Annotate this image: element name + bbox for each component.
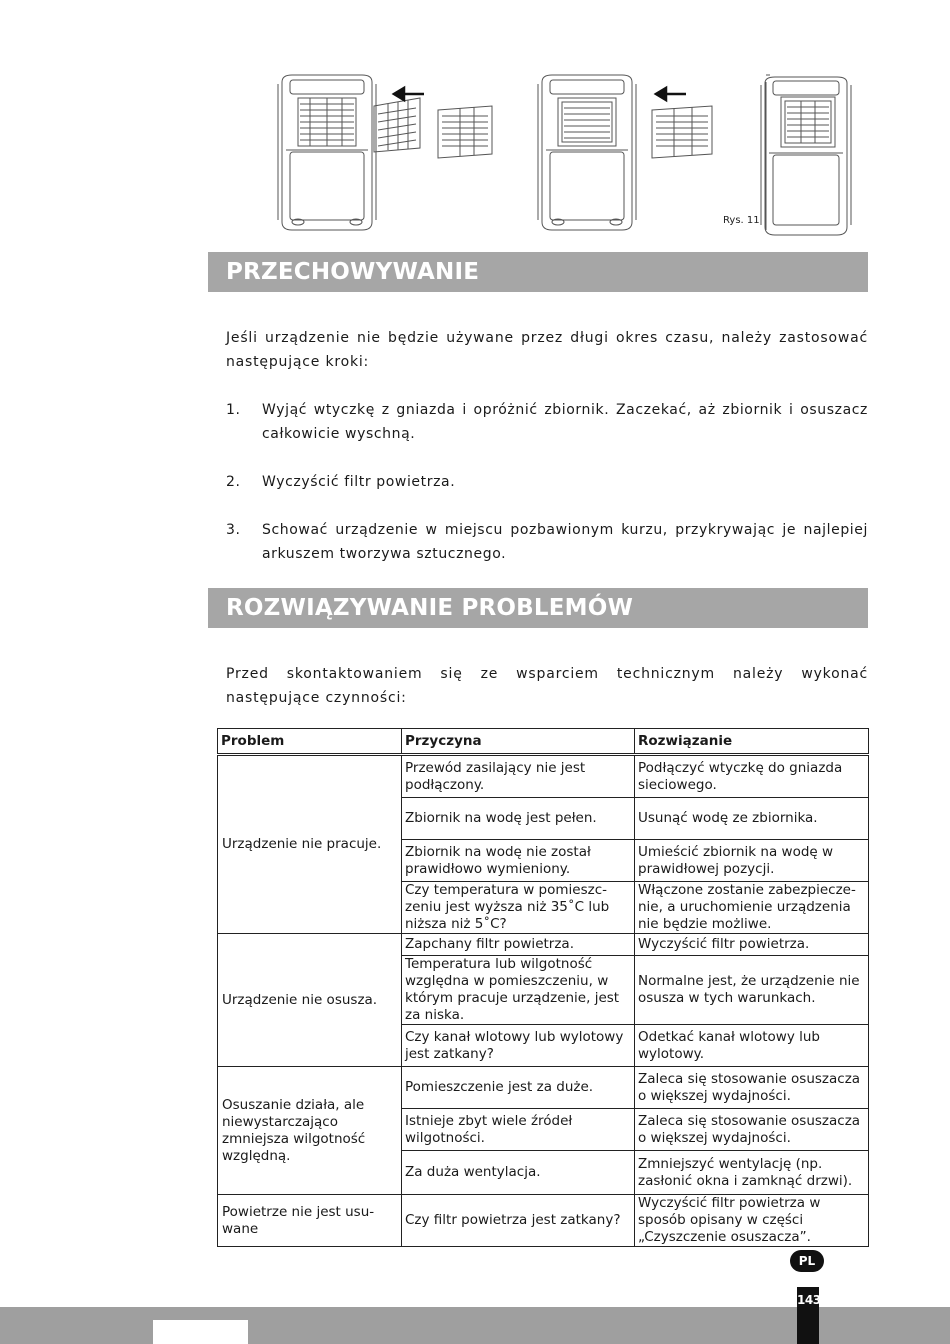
list-item <box>226 518 868 566</box>
footer-white-block <box>153 1320 248 1344</box>
filter-panel-1-drawing <box>438 106 492 158</box>
column-header-cause: Przyczyna <box>402 729 635 755</box>
list-item-text: Wyjąć wtyczkę z gniazda i opróżnić zbiornik. Zaczekać, aż zbiornik i osuszacz całkowicie wyschną. <box>262 402 868 442</box>
solution-cell: Wyczyścić filtr powietrza. <box>635 934 869 956</box>
cause-cell: Temperatura lub wilgotność względna w pomieszczeniu, w którym pracuje urządzenie, jest za niska. <box>402 956 635 1025</box>
solution-cell: Zmniejszyć wentylację (np. zasłonić okna i zamknąć drzwi). <box>635 1151 869 1195</box>
list-item <box>226 470 868 494</box>
storage-intro: Jeśli urządzenie nie będzie używane przez długi okres czasu, należy zastosować następujące kroki: <box>226 330 868 370</box>
list-item-number: 1. <box>226 402 241 418</box>
problem-cell: Urządzenie nie pracuje. <box>218 755 402 934</box>
table-row <box>218 934 869 956</box>
cause-cell: Zbiornik na wodę jest pełen. <box>402 798 635 840</box>
dehumidifier-unit-1-drawing <box>278 75 376 230</box>
solution-cell: Umieścić zbiornik na wodę w prawidłowej pozycji. <box>635 840 869 882</box>
cause-cell: Czy filtr powietrza jest zatkany? <box>402 1195 635 1247</box>
column-header-problem: Problem <box>218 729 402 755</box>
solution-cell: Wyczyścić filtr powietrza w sposób opisany w części „Czyszczenie osuszacza”. <box>635 1195 869 1247</box>
problem-cell: Powietrze nie jest usu-wane <box>218 1195 402 1247</box>
solution-cell: Usunąć wodę ze zbiornika. <box>635 798 869 840</box>
cause-cell: Czy temperatura w pomieszc-zeniu jest wyższa niż 35˚C lub niższa niż 5˚C? <box>402 882 635 934</box>
cause-cell: Istnieje zbyt wiele źródeł wilgotności. <box>402 1109 635 1151</box>
troubleshooting-heading: ROZWIĄZYWANIE PROBLEMÓW <box>208 588 868 628</box>
table-row <box>218 1195 869 1247</box>
troubleshooting-intro: Przed skontaktowaniem się ze wsparciem technicznym należy wykonać następujące czynności: <box>226 666 868 706</box>
cause-cell: Zbiornik na wodę nie został prawidłowo wymieniony. <box>402 840 635 882</box>
cause-cell: Za duża wentylacja. <box>402 1151 635 1195</box>
troubleshooting-table <box>217 728 869 1247</box>
cause-cell: Czy kanał wlotowy lub wylotowy jest zatkany? <box>402 1025 635 1067</box>
dehumidifier-unit-3-full-drawing <box>755 75 855 240</box>
figure-caption: Rys. 11 <box>723 215 760 226</box>
list-item <box>226 398 868 446</box>
cause-cell: Przewód zasilający nie jest podłączony. <box>402 755 635 798</box>
storage-heading: PRZECHOWYWANIE <box>208 252 868 292</box>
list-item-text: Wyczyścić filtr powietrza. <box>262 474 456 490</box>
language-badge: PL <box>790 1250 824 1272</box>
list-item-text: Schować urządzenie w miejscu pozbawionym kurzu, przykrywając je najlepiej arkuszem tworzywa sztucznego. <box>262 522 868 562</box>
solution-cell: Włączone zostanie zabezpiecze-nie, a uruchomienie urządzenia nie będzie możliwe. <box>635 882 869 934</box>
problem-cell: Urządzenie nie osusza. <box>218 934 402 1067</box>
problem-cell: Osuszanie działa, ale niewystarczająco zmniejsza wilgotność względną. <box>218 1067 402 1195</box>
solution-cell: Podłączyć wtyczkę do gniazda sieciowego. <box>635 755 869 798</box>
cause-cell: Pomieszczenie jest za duże. <box>402 1067 635 1109</box>
column-header-solution: Rozwiązanie <box>635 729 869 755</box>
filter-panel-2-drawing <box>652 106 712 158</box>
dehumidifier-unit-2-drawing <box>538 75 636 230</box>
list-item-number: 2. <box>226 474 241 490</box>
solution-cell: Odetkać kanał wlotowy lub wylotowy. <box>635 1025 869 1067</box>
filter-removal-illustration <box>270 70 770 240</box>
solution-cell: Zaleca się stosowanie osuszacza o większej wydajności. <box>635 1067 869 1109</box>
arrow-left-icon <box>656 88 686 100</box>
solution-cell: Zaleca się stosowanie osuszacza o większej wydajności. <box>635 1109 869 1151</box>
cause-cell: Zapchany filtr powietrza. <box>402 934 635 956</box>
solution-cell: Normalne jest, że urządzenie nie osusza w tych warunkach. <box>635 956 869 1025</box>
page-number: 143 <box>797 1287 819 1344</box>
table-header-row <box>218 729 869 755</box>
table-row <box>218 1067 869 1109</box>
list-item-number: 3. <box>226 522 241 538</box>
filter-frame-1-drawing <box>374 98 420 152</box>
table-row <box>218 755 869 798</box>
